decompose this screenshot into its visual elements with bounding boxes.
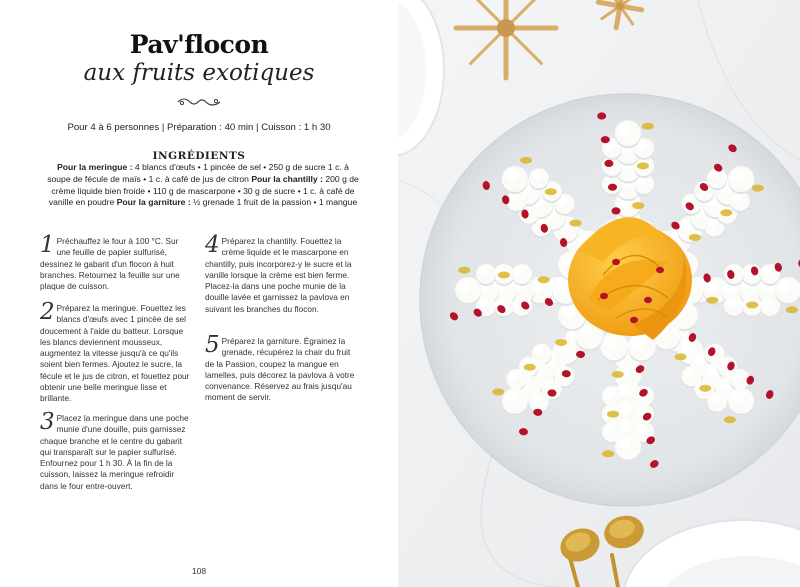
ingredients-list	[46, 162, 360, 209]
pomegranate-seed	[656, 267, 664, 273]
step-3	[40, 409, 192, 492]
pomegranate-seed	[630, 317, 638, 323]
pomegranate-seed	[612, 259, 620, 265]
pomegranate-seed	[604, 160, 613, 167]
servings-line: Pour 4 à 6 personnes | Préparation : 40 min | Cuisson : 1 h 30	[67, 122, 331, 133]
step-4	[205, 232, 357, 315]
step-text: Placez la meringue dans une poche munie d'une douille, puis garnissez chaque branche et le centre du gabarit qui transparaît sur le papier sulfurisé. Enfournez pour 1 h 30. À la fin de la cuisson, laissez la meringue refroidir dans le four entre-ouvert.	[40, 413, 189, 491]
step-number: 2	[40, 299, 55, 325]
meringue-label: Pour la meringue :	[57, 162, 133, 172]
step-text: Préparez la meringue. Fouettez les blancs d'œufs avec 1 pincée de sel doucement à l'aide du batteur. Lorsque les blancs deviennent mousseux, augmentez la vitesse jusqu'à ce qu'ils soient bien fermes. Ajoutez le sucre, la fécule et le jus de citron, et fouettez pour obtenir une belle meringue lisse et brillante.	[40, 303, 190, 404]
recipe-title: Pav'flocon	[129, 30, 269, 59]
right-page-photo	[398, 0, 800, 587]
pavlova-photo	[398, 0, 800, 587]
pomegranate-seed	[597, 112, 606, 119]
step-text: Préparez la garniture. Égrainez la grenade, récupérez la chair du fruit de la Passion, coupez la mangue en lamelles, puis décorez la pavlova à votre convenance. Réservez au frais jusqu'au moment de servir.	[205, 336, 355, 403]
step-number: 1	[40, 232, 55, 258]
chantilly-label: Pour la chantilly :	[251, 173, 323, 184]
ornament-icon	[174, 95, 224, 109]
pomegranate-seed	[644, 297, 652, 303]
recipe-subtitle: aux fruits exotiques	[83, 60, 315, 86]
pomegranate-seed	[608, 184, 617, 191]
step-number: 5	[205, 332, 220, 358]
meringue-text: 4 blancs d'œufs • 1 pincée de sel • 250 g de sucre 1 c. à soupe de fécule de maïs • 1 c. à café de jus de citron	[47, 162, 349, 184]
chantilly-text: 200 g de crème liquide bien froide • 110 g de mascarpone • 30 g de sucre • 1 c. à café de vanille en poudre	[48, 173, 359, 208]
step-5	[205, 332, 357, 404]
step-text: Préchauffez le four à 100 °C. Sur une feuille de papier sulfurisé, dessinez le gabarit d'un flocon à huit branches. Retournez la feuille sur une plaque de cuisson.	[40, 236, 180, 292]
garnish-text: ½ grenade 1 fruit de la passion • 1 mangue	[190, 197, 358, 208]
step-number: 4	[205, 232, 220, 258]
pomegranate-seed	[601, 136, 610, 143]
pomegranate-seed	[600, 293, 608, 299]
garnish-label: Pour la garniture :	[116, 197, 191, 208]
step-2	[40, 299, 192, 405]
step-number: 3	[40, 409, 55, 435]
ingredients-heading: INGRÉDIENTS	[152, 150, 246, 162]
page-number: 108	[191, 566, 207, 576]
left-page	[0, 0, 398, 587]
step-text: Préparez la chantilly. Fouettez la crème liquide et le mascarpone en chantilly, puis incorporez-y le sucre et la vanille lorsque la crème est bien ferme. Placez-la dans une poche munie de la douille lavée et garnissez la pavlova en suivant les branches du flocon.	[205, 236, 352, 314]
step-1	[40, 232, 190, 292]
pomegranate-seed	[612, 207, 621, 214]
